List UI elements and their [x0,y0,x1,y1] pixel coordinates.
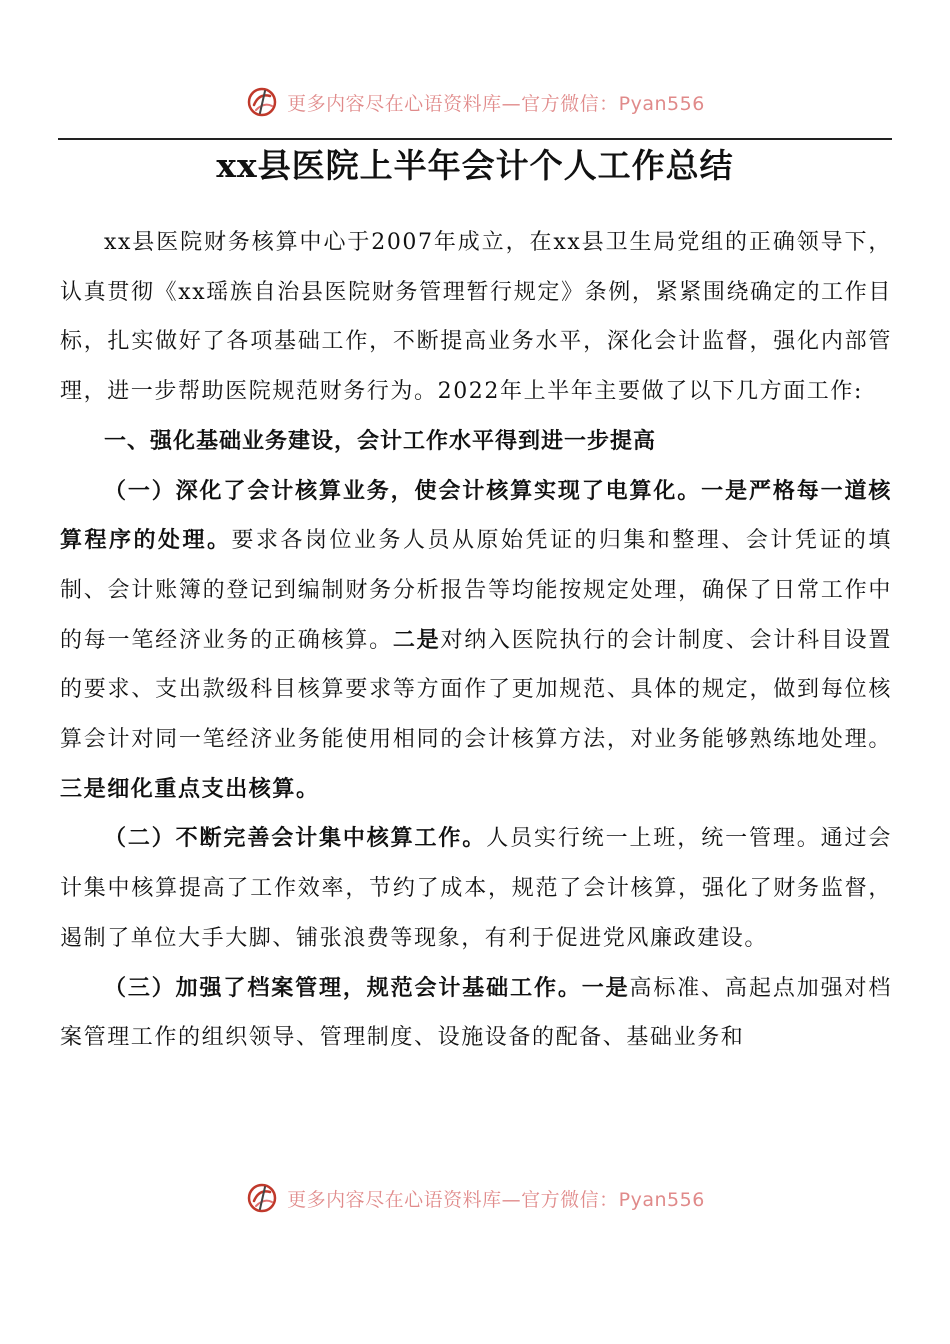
document-body [60,218,892,1063]
paragraph-3-lead: （三）加强了档案管理，规范会计基础工作。 [104,974,582,1001]
section-heading: 一、强化基础业务建设，会计工作水平得到进一步提高 [104,427,657,454]
paragraph-2 [60,814,892,963]
paragraph-1-lead: （一）深化了会计核算业务，使会计核算实现了电算化。一是严格每一道核算程序的处理。 [60,477,892,554]
red-swirl-logo-icon [245,85,279,119]
red-swirl-logo-icon [245,1181,279,1215]
paragraph-1 [60,467,892,815]
paragraph-1-text-2: 对纳入医院执行的会计制度、会计科目设置的要求、支出款级科目核算要求等方面作了更加规范、具体的规定，做到每位核算会计对同一笔经济业务能使用相同的会计核算方法，对业务能够熟练地处理。 [60,627,893,753]
watermark-text: 更多内容尽在心语资料库—官方微信：Pyan556 [287,1188,705,1211]
paragraph-1-text-1: 要求各岗位业务人员从原始凭证的归集和整理、会计凭证的填制、会计账簿的登记到编制财务分析报告等均能按规定处理，确保了日常工作中的每一笔经济业务的正确核算。 [60,528,893,653]
paragraph-3 [60,964,892,1063]
paragraph-1-mark-3: 三是细化重点支出核算。 [60,775,320,802]
watermark-banner-top [0,82,950,122]
paragraph-2-text: 人员实行统一上班，统一管理。通过会计集中核算提高了工作效率，节约了成本，规范了会计核算，强化了财务监督，遏制了单位大手大脚、铺张浪费等现象，有利于促进党风廉政建设。 [60,826,892,951]
paragraph-1-mark-2: 二是 [392,626,441,653]
paragraph-3-mark-1: 一是 [581,974,630,1001]
paragraph-3-text: 高标准、高起点加强对档案管理工作的组织领导、管理制度、设施设备的配备、基础业务和 [60,975,892,1051]
intro-paragraph: xx县医院财务核算中心于2007年成立，在xx县卫生局党组的正确领导下，认真贯彻《xx瑶族自治县医院财务管理暂行规定》条例，紧紧围绕确定的工作目标，扎实做好了各项基础工作，不断提高业务水平，深化会计监督，强化内部管理，进一步帮助医院规范财务行为。2022年上半年主要做了以下几方面工作: [60,230,892,405]
paragraph-2-lead: （二）不断完善会计集中核算工作。 [104,825,487,852]
watermark-banner-bottom [0,1178,950,1218]
watermark-text: 更多内容尽在心语资料库—官方微信：Pyan556 [287,92,705,115]
document-title: xx县医院上半年会计个人工作总结 [216,146,734,185]
